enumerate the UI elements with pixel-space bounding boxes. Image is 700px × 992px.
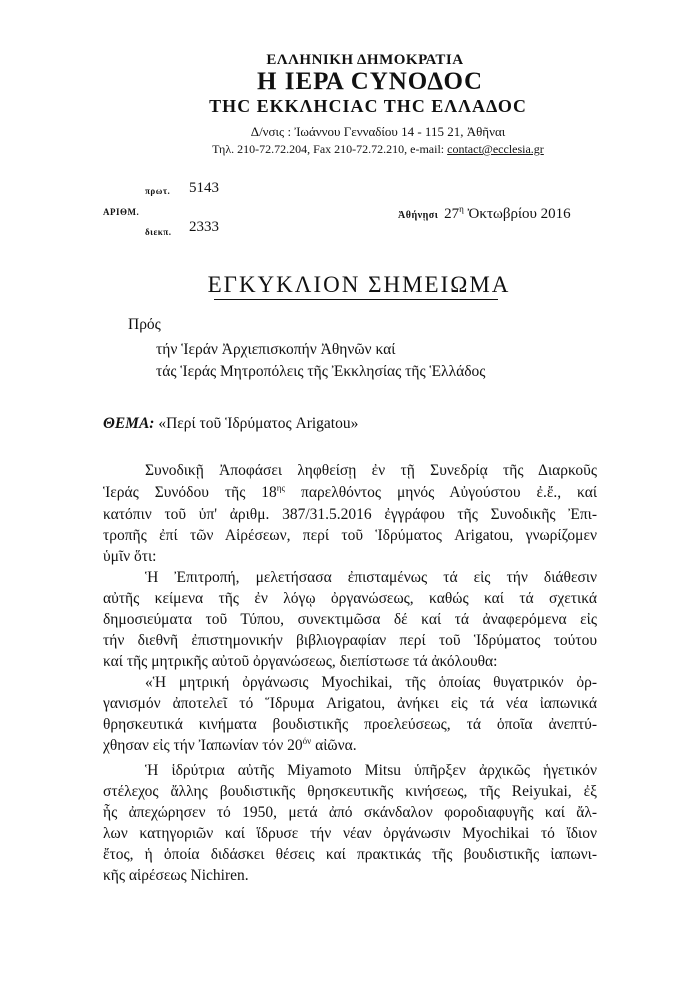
- p3-line-2: γανισμόν ἀποτελεῖ τό Ἵδρυμα Arigatou, ἀνήκει εἰς τά νέα ἰαπωνικά: [103, 695, 597, 712]
- diekp-number: 2333: [189, 219, 219, 235]
- p1-line-1: Συνοδικῇ Ἀποφάσει ληφθείσῃ ἐν τῇ Συνεδρίᾳ τῆς Διαρκοῦς: [145, 462, 597, 479]
- prot-number: 5143: [189, 180, 219, 196]
- title-underline: [214, 299, 498, 300]
- p2-line-5: καί τῆς μητρικῆς αὐτοῦ ὀργανώσεως, διεπίστωσε τά ἀκόλουθα:: [103, 653, 498, 670]
- p2-line-3: δημοσιεύματα τοῦ Τύπου, συνεκτιμῶσα δέ καί τά ἀναφερόμενα εἰς: [103, 611, 597, 628]
- p4-line-6: κῆς αἱρέσεως Nichiren.: [103, 867, 249, 884]
- p3-line-3: θρησκευτικά κινήματα βουδιστικῆς προελεύσεως, τά ὁποῖα ἀνεπτύ-: [103, 716, 597, 733]
- date-month-year: Ὀκτωβρίου 2016: [467, 206, 571, 222]
- header-email-link[interactable]: contact@ecclesia.gr: [447, 142, 544, 156]
- p1-line-5: ὑμῖν ὅτι:: [103, 548, 157, 565]
- p2-line-1: Ἡ Ἐπιτροπή, μελετήσασα ἐπισταμένως τά εἰς τήν διάθεσιν: [145, 569, 597, 586]
- header-address: Δ/νσις : Ἰωάννου Γενναδίου 14 - 115 21, Ἀθῆναι: [250, 124, 506, 139]
- p4-line-4: λων κατηγοριῶν καί ἵδρυσε τήν νέαν ὀργάνωσιν Myochikai τό ἴδιον: [103, 825, 597, 842]
- p4-line-2: στέλεχος ἄλλης βουδιστικῆς θρησκευτικῆς κινήσεως, τῆς Reiyukai, ἐξ: [103, 783, 597, 800]
- subject-label: ΘΕΜΑ:: [103, 415, 155, 432]
- p3-line-4: χθησαν εἰς τήν Ἰαπωνίαν τόν $20^{ό\nu}$ αἰῶνα.: [103, 735, 357, 754]
- date-place: Ἀθήνῃσι: [398, 210, 439, 221]
- p4-line-1: Ἡ ἱδρύτρια αὐτῆς Miyamoto Mitsu ὑπῆρξεν ἀρχικῶς ἡγετικόν: [145, 762, 597, 779]
- date-day: 27: [444, 206, 460, 222]
- recipient-line-1: τήν Ἱεράν Ἀρχιεπισκοπήν Ἀθηνῶν καί: [156, 341, 396, 358]
- recipient-line-2: τάς Ἱεράς Μητροπόλεις τῆς Ἐκκλησίας τῆς Ἑλλάδος: [156, 363, 486, 380]
- date-line: [398, 204, 571, 223]
- subject-text: «Περί τοῦ Ἱδρύματος Arigatou»: [154, 415, 359, 432]
- p3-line-1: «Ἡ μητρική ὀργάνωσις Myochikai, τῆς ὁποίας θυγατρικόν ὀρ-: [145, 674, 597, 691]
- diekp-label: διεκπ.: [145, 227, 172, 237]
- p1-line-4: τροπῆς ἐπί τῶν Αἱρέσεων, περί τοῦ Ἱδρύματος Arigatou, γνωρίζομεν: [103, 527, 597, 544]
- header-contact: [28, 142, 700, 157]
- header-synod: Η ΙΕΡΑ ϹΥΝΟΔΟϹ: [257, 68, 483, 95]
- subject-line: [103, 415, 358, 433]
- document-title: ΕΓΚΥΚΛΙΟΝ ΣΗΜΕΙΩΜΑ: [207, 272, 511, 297]
- header-republic: ΕΛΛΗΝΙΚΗ ΔΗΜΟΚΡΑΤΙΑ: [266, 52, 464, 68]
- p2-line-2: αὐτῆς κείμενα τῆς ἐν λόγῳ ὀργανώσεως, καθώς καί τά σχετικά: [103, 590, 597, 607]
- prot-label: πρωτ.: [145, 186, 171, 196]
- p4-line-5: ἔτος, ἡ ὁποία διδάσκει θέσεις καί πρακτικάς τῆς βουδιστικῆς ἰαπωνι-: [103, 846, 597, 863]
- header-phone-fax: Τηλ. 210-72.72.204, Fax 210-72.72.210, e-mail:: [212, 142, 448, 156]
- header-church: ΤΗϹ ΕΚΚΛΗϹΙΑϹ ΤΗϹ ΕΛΛΑΔΟϹ: [209, 96, 527, 116]
- date-day-suffix: η: [459, 204, 464, 214]
- p1-line-3: κατόπιν τοῦ ὑπ' ἀριθμ. 387/31.5.2016 ἐγγράφου τῆς Συνοδικῆς Ἐπι-: [103, 506, 597, 523]
- p2-line-4: τήν διεθνῆ ἐπιστημονικήν βιβλιογραφίαν περί τοῦ Ἱδρύματος τούτου: [103, 632, 597, 649]
- arith-label: ΑΡΙΘΜ.: [103, 207, 140, 217]
- recipient-to-label: Πρός: [128, 316, 161, 333]
- p4-line-3: ἧς ἀπεχώρησεν τό 1950, μετά ἀπό σκάνδαλον φοροδιαφυγῆς καί ἄλ-: [103, 804, 597, 821]
- p1-line-2: Ἱεράς Συνόδου τῆς $18^{\eta\varsigma}$ παρελθόντος μηνός Αὐγούστου ἐ.ἔ., καί: [103, 482, 597, 501]
